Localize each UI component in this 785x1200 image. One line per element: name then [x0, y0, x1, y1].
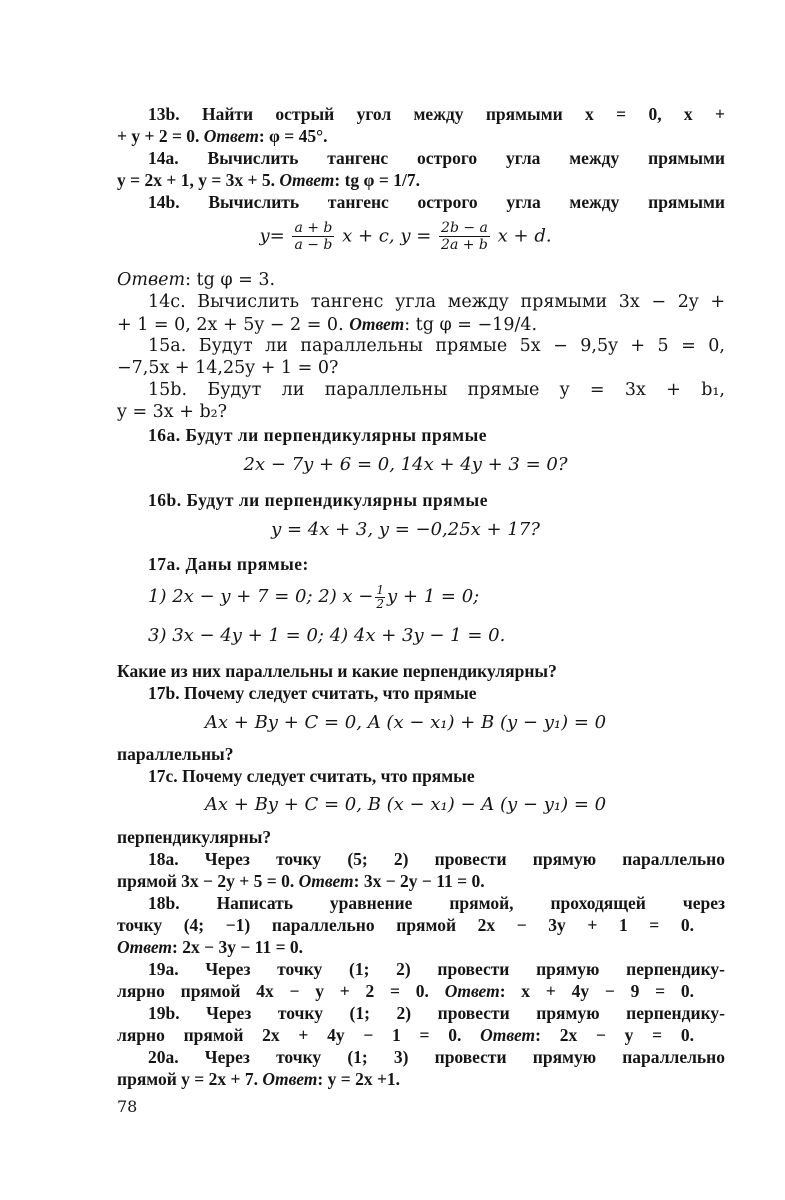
page-number: 78	[117, 1097, 138, 1116]
answer-label: Ответ	[117, 937, 173, 957]
problem-17a-line-1: 17a. Даны прямые:	[148, 554, 309, 574]
fraction: $\frac{a + b}{a - b}$	[294, 220, 333, 253]
problem-15a-line-2: −7,5x + 14,25y + 1 = 0?	[117, 358, 339, 378]
answer-label: Ответ	[298, 871, 354, 891]
problem-18a-line-2: прямой 3x − 2y + 5 = 0. Ответ: 3x − 2y − 11 = 0.	[117, 871, 485, 891]
problem-20a-line-2: прямой y = 2x + 7. Ответ: y = 2x +1.	[117, 1069, 401, 1089]
problem-17a-eq-row-2: 3) 3x − 4y + 1 = 0; 4) 4x + 3y − 1 = 0.	[148, 625, 506, 646]
problem-14c-line-1: 14c. Вычислить тангенс угла между прямыми 3x − 2y +	[148, 292, 725, 312]
problem-13b-line-2: + y + 2 = 0. Ответ: φ = 45°.	[117, 126, 328, 146]
problem-19b-line-2: лярно прямой 2x + 4y − 1 = 0. Ответ: 2x − y = 0.	[117, 1025, 694, 1045]
problem-18a-line-1: 18a. Через точку (5; 2) провести прямую параллельно	[148, 849, 726, 869]
problem-17a-eq-row-1: 1) 2x − y + 7 = 0; 2) x − $\frac{1}{2}$ y + 1 = 0;	[148, 582, 480, 611]
problem-14b-line-1: 14b. Вычислить тангенс острого угла между прямыми	[148, 192, 725, 212]
problem-19a-line-2: лярно прямой 4x − y + 2 = 0. Ответ: x + 4y − 9 = 0.	[117, 981, 694, 1001]
problem-16b-formula: y = 4x + 3, y = −0,25x + 17?	[271, 519, 540, 540]
problem-19b-line-1: 19b. Через точку (1; 2) провести прямую перпендику-	[148, 1003, 725, 1023]
problem-14b-formula: y= $\frac{a + b}{a - b}$ x + c, y = $\frac{2b - a}{2a + b}$ x + d.	[259, 220, 552, 253]
problem-15b-line-1: 15b. Будут ли параллельны прямые y = 3x + b₁,	[148, 380, 725, 400]
problem-16a-formula: 2x − 7y + 6 = 0, 14x + 4y + 3 = 0?	[243, 454, 568, 475]
answer-label: Ответ	[262, 1069, 318, 1089]
problem-15a-line-1: 15a. Будут ли параллельны прямые 5x − 9,5y + 5 = 0,	[148, 336, 725, 356]
problem-17a-question: Какие из них параллельны и какие перпендикулярны?	[117, 661, 557, 681]
answer-label: Ответ	[203, 126, 259, 146]
answer-label: Ответ	[279, 170, 335, 190]
problem-16a-line-1: 16a. Будут ли перпендикулярны прямые	[148, 425, 488, 445]
problem-17c-line-1: 17c. Почему следует считать, что прямые	[148, 766, 475, 786]
answer-label: Ответ	[444, 981, 500, 1001]
problem-15b-line-2: y = 3x + b₂?	[117, 402, 228, 422]
problem-18b-line-1: 18b. Написать уравнение прямой, проходящей через	[148, 893, 725, 913]
problem-14a-line-1: 14a. Вычислить тангенс острого угла между прямыми	[148, 148, 725, 168]
problem-18b-line-3: Ответ: 2x − 3y − 11 = 0.	[117, 937, 304, 957]
problem-19a-line-1: 19a. Через точку (1; 2) провести прямую перпендику-	[148, 959, 725, 979]
problem-18b-line-2: точку (4; −1) параллельно прямой 2x − 3y + 1 = 0.	[117, 915, 694, 935]
problem-17b-formula: Ax + By + C = 0, A (x − x₁) + B (y − y₁) = 0	[204, 712, 607, 733]
answer-label: Ответ	[117, 270, 186, 290]
fraction: $\frac{1}{2}$	[376, 582, 385, 611]
problem-14a-line-2: y = 2x + 1, y = 3x + 5. Ответ: tg φ = 1/7.	[117, 170, 420, 190]
fraction: $\frac{2b - a}{2a + b}$	[441, 220, 488, 253]
problem-16b-line-1: 16b. Будут ли перпендикулярны прямые	[148, 490, 488, 510]
answer-label: Ответ	[480, 1025, 536, 1045]
problem-14b-answer: Ответ: tg φ = 3.	[117, 270, 276, 290]
problem-20a-line-1: 20a. Через точку (1; 3) провести прямую параллельно	[148, 1047, 726, 1067]
answer-label: Ответ	[349, 314, 405, 334]
problem-13b-line-1: 13b. Найти острый угол между прямыми x = 0, x +	[148, 104, 725, 124]
problem-17c-formula: Ax + By + C = 0, B (x − x₁) − A (y − y₁) = 0	[204, 794, 607, 815]
problem-17c-line-2: перпендикулярны?	[117, 827, 272, 847]
problem-14c-line-2: + 1 = 0, 2x + 5y − 2 = 0. Ответ: tg φ = −19/4.	[117, 314, 538, 335]
problem-17b-line-2: параллельны?	[117, 744, 234, 764]
problem-17b-line-1: 17b. Почему следует считать, что прямые	[148, 683, 477, 703]
